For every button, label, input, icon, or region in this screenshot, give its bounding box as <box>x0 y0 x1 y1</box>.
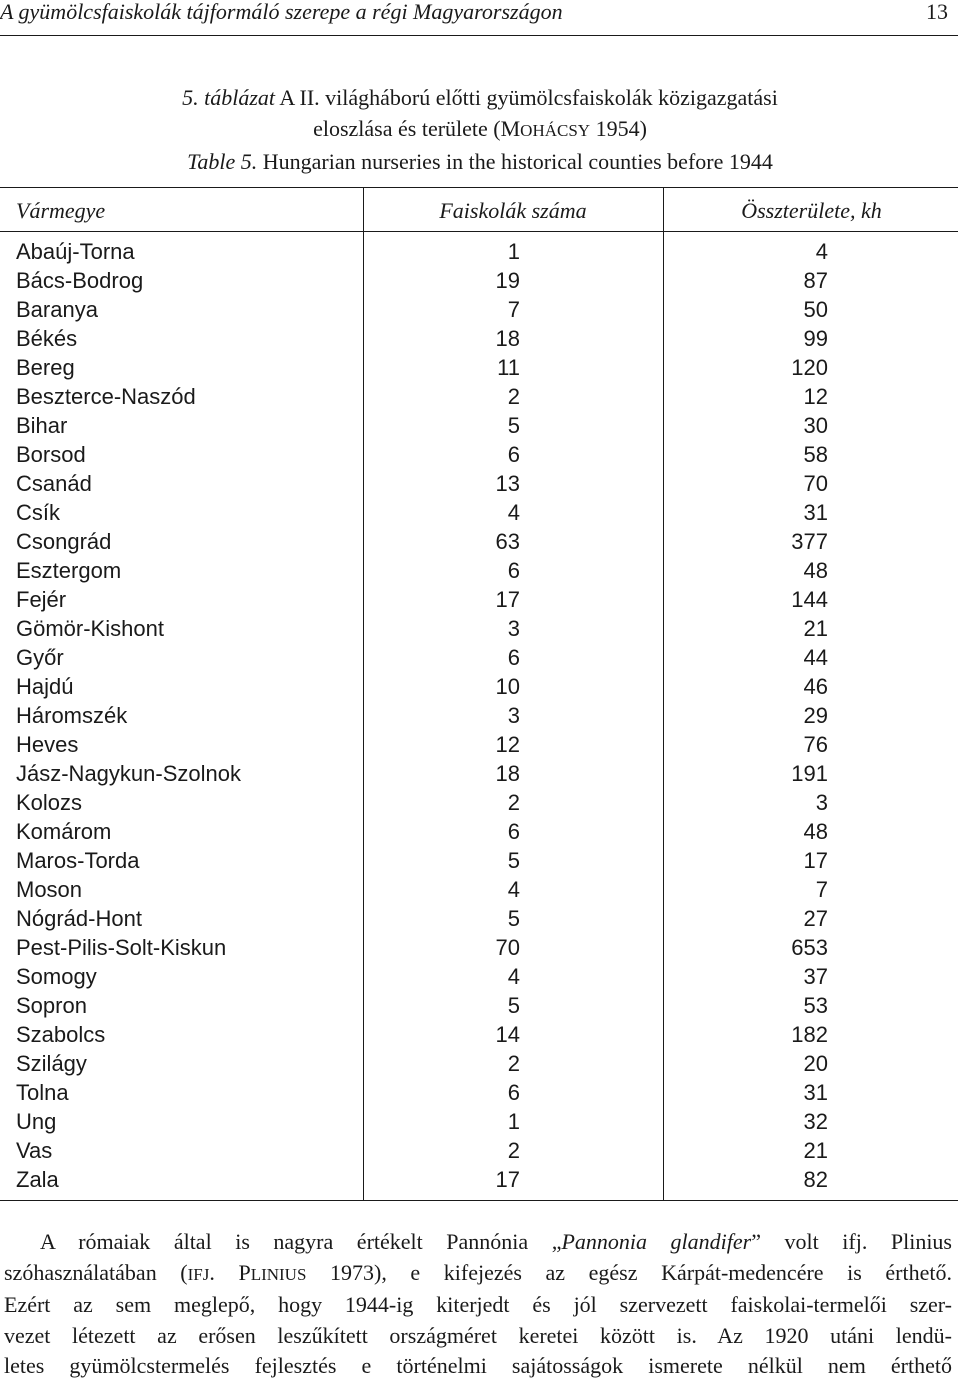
area-cell: 29 <box>803 703 828 728</box>
area-cell: 191 <box>791 761 828 786</box>
body-paragraph <box>4 1227 952 1382</box>
table-row <box>0 788 960 817</box>
area-cell: 27 <box>803 906 828 931</box>
caption-en-text: Hungarian nurseries in the historical counties before 1944 <box>257 149 773 174</box>
area-cell: 31 <box>803 500 828 525</box>
county-cell: Gömör-Kishont <box>16 616 164 641</box>
table-row <box>0 933 960 962</box>
area-cell: 20 <box>803 1051 828 1076</box>
nursery-count-cell: 18 <box>495 761 520 786</box>
nursery-count-cell: 4 <box>507 877 520 902</box>
area-cell: 12 <box>803 384 828 409</box>
caption-hu-text-2a: eloszlása és területe (M <box>313 116 521 141</box>
county-cell: Fejér <box>16 587 67 612</box>
nursery-count-cell: 2 <box>507 384 520 409</box>
nursery-count-cell: 6 <box>507 645 520 670</box>
body-line-1-c: ” volt ifj. Plinius <box>751 1229 952 1254</box>
area-cell: 182 <box>791 1022 828 1047</box>
county-cell: Esztergom <box>16 558 122 583</box>
area-cell: 87 <box>803 268 828 293</box>
header-total-area: Összterülete, kh <box>741 198 882 223</box>
county-cell: Háromszék <box>16 703 128 728</box>
caption-en-label: Table 5. <box>187 149 258 174</box>
table-row <box>0 817 960 846</box>
body-line-3: Ezért az sem meglepő, hogy 1944-ig kiterjedt és jól szervezett faiskolai-termelői szer- <box>4 1292 952 1317</box>
nursery-count-cell: 4 <box>507 500 520 525</box>
table-caption <box>0 82 960 177</box>
area-cell: 21 <box>803 616 828 641</box>
table-row <box>0 411 960 440</box>
table-row <box>0 672 960 701</box>
caption-hu-text-2c: 1954) <box>590 116 647 141</box>
table-row <box>0 498 960 527</box>
header-county: Vármegye <box>16 198 106 223</box>
body-line-2-c: . P <box>209 1259 251 1285</box>
nursery-count-cell: 5 <box>507 906 520 931</box>
area-cell: 70 <box>803 471 828 496</box>
county-cell: Békés <box>16 326 78 351</box>
table-row <box>0 295 960 324</box>
caption-en-line <box>0 146 960 177</box>
county-cell: Borsod <box>16 442 86 467</box>
table-row <box>0 266 960 295</box>
body-line-2-e: 1973), e kifejezés az egész Kárpát-medencére is érthető. <box>306 1259 952 1285</box>
area-cell: 31 <box>803 1080 828 1105</box>
table-row <box>0 614 960 643</box>
county-cell: Abaúj-Torna <box>16 239 135 264</box>
nursery-count-cell: 5 <box>507 993 520 1018</box>
county-cell: Zala <box>16 1167 59 1192</box>
caption-hu-author-smallcaps: OHÁCSY <box>520 121 591 140</box>
county-cell: Csík <box>16 500 60 525</box>
county-cell: Somogy <box>16 964 97 989</box>
area-cell: 30 <box>803 413 828 438</box>
county-cell: Csongrád <box>16 529 112 554</box>
area-cell: 120 <box>791 355 828 380</box>
area-cell: 46 <box>803 674 828 699</box>
table-row <box>0 643 960 672</box>
area-cell: 7 <box>815 877 828 902</box>
body-line-1-italic: Pannonia glandifer <box>561 1229 752 1254</box>
nursery-count-cell: 2 <box>507 1138 520 1163</box>
table-row <box>0 904 960 933</box>
area-cell: 44 <box>803 645 828 670</box>
table-row <box>0 585 960 614</box>
nursery-count-cell: 2 <box>507 790 520 815</box>
caption-hu-line-2 <box>0 113 960 146</box>
nursery-count-cell: 63 <box>495 529 520 554</box>
table-row <box>0 1165 960 1194</box>
table-row <box>0 701 960 730</box>
table-row <box>0 324 960 353</box>
area-cell: 3 <box>815 790 828 815</box>
table-row <box>0 875 960 904</box>
table-row <box>0 1049 960 1078</box>
nursery-count-cell: 10 <box>495 674 520 699</box>
county-cell: Vas <box>16 1138 53 1163</box>
area-cell: 21 <box>803 1138 828 1163</box>
caption-hu-label: 5. táblázat <box>182 85 276 110</box>
table-row <box>0 353 960 382</box>
area-cell: 53 <box>803 993 828 1018</box>
caption-hu-line-1 <box>0 82 960 113</box>
table-row <box>0 382 960 411</box>
county-cell: Moson <box>16 877 83 902</box>
nursery-count-cell: 2 <box>507 1051 520 1076</box>
table-bottom-rule <box>0 1200 958 1201</box>
nursery-count-cell: 13 <box>495 471 520 496</box>
county-cell: Győr <box>16 645 64 670</box>
nursery-count-cell: 5 <box>507 848 520 873</box>
area-cell: 377 <box>791 529 828 554</box>
county-cell: Bács-Bodrog <box>16 268 144 293</box>
county-cell: Kolozs <box>16 790 83 815</box>
area-cell: 50 <box>803 297 828 322</box>
nursery-count-cell: 1 <box>507 1109 520 1134</box>
county-cell: Hajdú <box>16 674 74 699</box>
county-cell: Szilágy <box>16 1051 87 1076</box>
body-line-1-a: A rómaiak által is nagyra értékelt Pannónia „ <box>40 1229 562 1254</box>
area-cell: 48 <box>803 819 828 844</box>
nursery-count-cell: 70 <box>495 935 520 960</box>
page-number: 13 <box>926 0 948 24</box>
area-cell: 37 <box>803 964 828 989</box>
header-nursery-count: Faiskolák száma <box>439 198 587 223</box>
area-cell: 76 <box>803 732 828 757</box>
nursery-count-cell: 6 <box>507 1080 520 1105</box>
county-cell: Beszterce-Naszód <box>16 384 196 409</box>
county-cell: Bereg <box>16 355 75 380</box>
nursery-count-cell: 5 <box>507 413 520 438</box>
county-cell: Tolna <box>16 1080 69 1105</box>
table-row <box>0 1107 960 1136</box>
nursery-count-cell: 3 <box>507 616 520 641</box>
nursery-count-cell: 6 <box>507 442 520 467</box>
nursery-count-cell: 18 <box>495 326 520 351</box>
nursery-count-cell: 11 <box>497 355 520 380</box>
county-cell: Csanád <box>16 471 92 496</box>
nursery-count-cell: 1 <box>507 239 520 264</box>
county-cell: Maros-Torda <box>16 848 140 873</box>
nursery-count-cell: 3 <box>507 703 520 728</box>
nursery-count-cell: 4 <box>507 964 520 989</box>
area-cell: 58 <box>803 442 828 467</box>
running-head-title: A gyümölcsfaiskolák tájformáló szerepe a régi Magyarországon <box>0 0 563 24</box>
table-row <box>0 1078 960 1107</box>
body-line-2-smallcaps-1: IFJ <box>187 1264 210 1284</box>
table-row <box>0 469 960 498</box>
area-cell: 144 <box>791 587 828 612</box>
nursery-count-cell: 7 <box>507 297 520 322</box>
nursery-table <box>0 187 960 1202</box>
body-line-4: vezet létezett az erősen leszűkített országméret keretei között is. Az 1920 utáni lendü- <box>4 1322 952 1348</box>
nursery-count-cell: 17 <box>495 587 520 612</box>
table-row <box>0 556 960 585</box>
table-header-rule <box>0 231 958 232</box>
area-cell: 32 <box>803 1109 828 1134</box>
county-cell: Ung <box>16 1109 57 1134</box>
county-cell: Heves <box>16 732 79 757</box>
table-row <box>0 1136 960 1165</box>
table-row <box>0 237 960 266</box>
table-row <box>0 991 960 1020</box>
table-row <box>0 962 960 991</box>
body-line-2-smallcaps-2: LINIUS <box>250 1264 307 1284</box>
county-cell: Komárom <box>16 819 112 844</box>
table-row <box>0 846 960 875</box>
body-line-1 <box>4 1227 952 1258</box>
nursery-count-cell: 14 <box>495 1022 520 1047</box>
county-cell: Sopron <box>16 993 87 1018</box>
nursery-count-cell: 6 <box>507 558 520 583</box>
nursery-count-cell: 17 <box>495 1167 520 1192</box>
county-cell: Jász-Nagykun-Szolnok <box>16 761 241 786</box>
county-cell: Baranya <box>16 297 98 322</box>
nursery-count-cell: 6 <box>507 819 520 844</box>
area-cell: 4 <box>815 239 828 264</box>
nursery-count-cell: 19 <box>495 268 520 293</box>
area-cell: 17 <box>803 848 828 873</box>
county-cell: Pest-Pilis-Solt-Kiskun <box>16 935 227 960</box>
caption-hu-text-1: A II. világháború előtti gyümölcsfaiskolák közigazgatási <box>275 85 778 110</box>
area-cell: 48 <box>803 558 828 583</box>
nursery-count-cell: 12 <box>495 732 520 757</box>
county-cell: Nógrád-Hont <box>16 906 142 931</box>
county-cell: Bihar <box>16 413 68 438</box>
county-cell: Szabolcs <box>16 1022 106 1047</box>
area-cell: 653 <box>791 935 828 960</box>
table-row <box>0 440 960 469</box>
table-top-rule <box>0 187 958 188</box>
table-body <box>0 237 960 1194</box>
area-cell: 99 <box>803 326 828 351</box>
running-head <box>0 0 960 24</box>
header-rule <box>0 35 958 36</box>
table-row <box>0 1020 960 1049</box>
table-row <box>0 759 960 788</box>
area-cell: 82 <box>803 1167 828 1192</box>
body-line-2-a: szóhasználatában ( <box>4 1259 188 1285</box>
body-line-2 <box>4 1258 952 1291</box>
table-row <box>0 730 960 759</box>
body-line-5: letes gyümölcstermelés fejlesztés e történelmi sajátosságok ismerete nélkül nem érthető <box>4 1353 952 1378</box>
table-row <box>0 527 960 556</box>
